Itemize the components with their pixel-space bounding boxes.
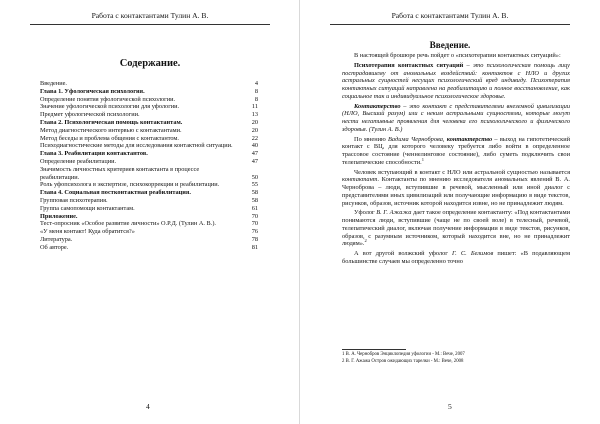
toc-entry-title: Литература.: [40, 235, 73, 243]
intro-title: Введение.: [429, 40, 471, 50]
toc-entry-title: Определение понятия уфологической психологии.: [40, 95, 176, 103]
toc-entry-page: 76: [251, 228, 258, 236]
page-number: 5: [448, 402, 452, 411]
toc-entry-page: 13: [251, 111, 258, 119]
toc-entry-page: 50: [251, 173, 258, 181]
toc-entry-page: 8: [254, 95, 258, 103]
term: контактант: [342, 176, 378, 184]
toc-entry: [40, 142, 258, 150]
table-of-contents: [40, 80, 258, 252]
toc-entry-page: 81: [251, 243, 258, 251]
toc-entry-title: Психодиагностические методы для исследования контактной ситуации.: [40, 142, 233, 150]
author-name: Г. С. Белимов: [452, 250, 494, 257]
running-header: Работа с контактантами Тулин А. В.: [330, 9, 570, 25]
toc-entry-page: 78: [251, 235, 258, 243]
toc-entry-title: Метод диагностического интервью с контактантами.: [40, 126, 182, 134]
paragraph: Уфолог В. Г. Ажажа дает такое определение контактанту: «Под контактантами понимаются люди, вступившие (чаще не по своей воле) в телесный, речевой, телепатический диалог, включая получение информации в виде текстов, рисунков, образов, с разумным источником, который находится вне, но не принадлежит людям».$^2$: [342, 209, 570, 248]
author-name: В. Г. Ажажа: [376, 209, 412, 217]
footnote-rule: [342, 349, 406, 350]
toc-entry: [40, 166, 258, 182]
footnote: 2 В. Г. Ажажа Остров ожидающих тарелки - М.: Вече, 2008: [342, 359, 464, 364]
toc-entry: [40, 236, 258, 244]
toc-entry: [40, 181, 258, 189]
toc-entry-page: 20: [251, 118, 258, 126]
toc-entry-title: Глава 4. Социальная постконтактная реабилитация.: [40, 189, 191, 197]
term: контактерство: [446, 135, 493, 143]
footnote: 1 В. А. Чернобров Энциклопедия уфологии - М.: Вече, 2007: [342, 352, 465, 357]
intro-body: [342, 52, 570, 268]
paragraph: А вот другой волжский уфолог Г. С. Белимов пишет: «В подавляющем большинстве случаев мы определенно точно: [342, 250, 570, 265]
toc-entry: [40, 103, 258, 111]
paragraph: Человек вступающий в контакт с НЛО или астральной сущностью называется контактант. Контактанты по мнению исследователя аномальных явлений В. А. Черноброва – люди, вступившие в речевой, мысленный или иной диалог с представителями иных цивилизаций или получающие информацию в виде текстов, рисунков, образов, источник которой находится извне, но не принадлежит людям.: [342, 168, 570, 207]
toc-entry-page: 58: [251, 189, 258, 197]
toc-entry: [40, 213, 258, 221]
toc-entry-title: Групповая психотерапия.: [40, 196, 108, 204]
toc-entry-page: 70: [251, 212, 258, 220]
toc-entry: [40, 244, 258, 252]
toc-entry-title: Приложение.: [40, 212, 78, 220]
toc-title: Содержание.: [119, 58, 181, 69]
toc-entry: [40, 80, 258, 88]
toc-entry-title: Тест-опросник «Особое развитие личности» О.Р.Д. (Тулин А. В.).: [40, 220, 216, 228]
footnotes: [342, 351, 570, 365]
toc-entry-page: 40: [251, 142, 258, 150]
term: Психотерапия контактных ситуаций: [354, 61, 464, 69]
toc-entry-page: 47: [251, 150, 258, 158]
toc-entry: [40, 205, 258, 213]
toc-entry-page: 47: [251, 157, 258, 165]
running-header: Работа с контактантами Тулин А. В.: [30, 9, 270, 25]
toc-entry: [40, 111, 258, 119]
toc-entry-page: 20: [251, 126, 258, 134]
toc-entry: [40, 197, 258, 205]
toc-entry-title: Глава 2. Психологическая помощь контактантам.: [40, 118, 183, 126]
author-name: Вадима Черноброва: [388, 135, 443, 143]
toc-entry-page: 70: [251, 220, 258, 228]
toc-entry-title: Значение уфологической психологии для уфологии.: [40, 103, 180, 111]
toc-entry-page: 55: [251, 181, 258, 189]
toc-entry-title: Об авторе.: [40, 243, 69, 251]
toc-entry: [40, 96, 258, 104]
toc-entry-title: Значимость личностных критериев контактанта в процессе реабилитации.: [40, 165, 200, 181]
toc-entry: [40, 158, 258, 166]
toc-entry-page: 22: [251, 134, 258, 142]
page-number: 4: [146, 402, 150, 411]
toc-entry: [40, 228, 258, 236]
paragraph: Контактерство – это контакт с представителями внеземной цивилизации (НЛО, Высший разум) или с неким астральными сущностями, которые могут нести негативные проявления для человека его психологического и физического здоровья. (Тулин А. В.): [342, 102, 570, 133]
toc-entry: [40, 127, 258, 135]
toc-entry-title: Метод беседы и проблема общения с контактантом.: [40, 134, 179, 142]
toc-entry: [40, 189, 258, 197]
toc-entry-page: 58: [251, 196, 258, 204]
toc-entry-title: Глава 1. Уфологическая психология.: [40, 87, 145, 95]
toc-entry-title: Группа самопомощи контактантам.: [40, 204, 135, 212]
footnote-ref: 2: [364, 238, 367, 244]
toc-entry-page: 4: [254, 80, 258, 87]
paragraph: По мнению Вадима Черноброва, контактерство – выход на гипотетический контакт с ВЦ, для которого человеку требуется либо войти в определенное трассовое состояние (ченнелинговое состояние), либо суметь подключить свои телепатические способности.$^1$: [342, 135, 570, 166]
toc-entry-title: Роль уфопсихолога в экспертизе, психокоррекции и реабилитации.: [40, 181, 220, 189]
toc-entry-page: 8: [254, 87, 258, 95]
toc-entry: [40, 135, 258, 143]
toc-entry-title: «У меня контакт! Куда обратится?»: [40, 228, 135, 236]
toc-entry-title: Глава 3. Реабилитация контактантов.: [40, 150, 148, 158]
toc-entry: [40, 150, 258, 158]
toc-entry-page: 61: [251, 204, 258, 212]
paragraph: В настоящей брошюре речь пойдет о «психотерапии контактных ситуаций»:: [354, 52, 561, 59]
toc-entry-title: Введение.: [40, 80, 67, 87]
toc-entry: [40, 220, 258, 228]
term: Контактерство: [354, 102, 401, 110]
footnote-ref: 1: [421, 156, 424, 162]
paragraph: Психотерапия контактных ситуаций – это психологическая помощь лицу пострадавшему от аномальных воздействий: контактов с НЛО и других астральных сущностей несущих психологический вред индивиду. Психотерапия контактных ситуаций направлена на реабилитацию и полное восстановление, как социальное так и индивидуальное психологическое здоровье.: [342, 61, 570, 100]
toc-entry: [40, 119, 258, 127]
toc-entry-page: 11: [251, 103, 258, 111]
toc-entry-title: Предмет уфологической психологии.: [40, 111, 140, 119]
toc-entry-title: Определение реабилитации.: [40, 157, 117, 165]
toc-entry: [40, 88, 258, 96]
